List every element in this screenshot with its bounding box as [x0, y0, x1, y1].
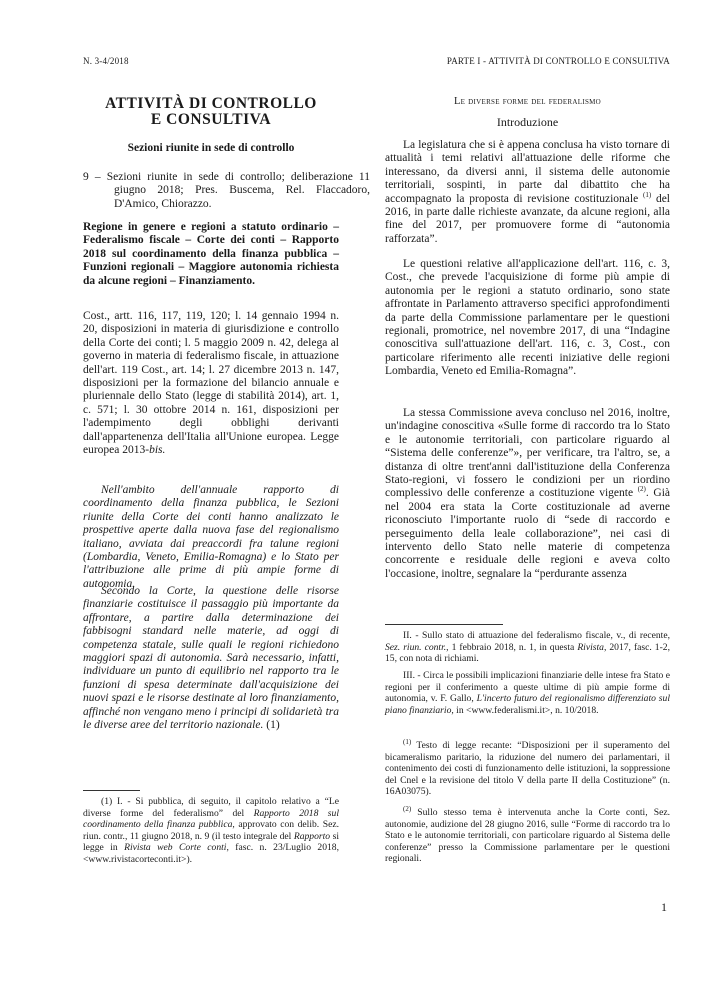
p3-text-b: . Già nel 2004 era stata la Corte costituzionale ad averne riconosciuto l'importante ruolo di “sede di raccordo e perseguimento della leale collaborazione”, nei casi di intervento dello Stato nelle materie di competenza concorrente e residuale delle regioni e aveva colto l'occasione, inoltre, segnalare la “perdurante assenza [385, 487, 671, 580]
page-number: 1 [661, 900, 667, 914]
intro-paragraph-3 [385, 407, 670, 581]
fn-text-c: , approvato con delib. Sez. riun. contr., 11 giugno 2018, n. 9 (il testo integrale del [83, 819, 339, 842]
right-footnote-rule [385, 624, 503, 625]
p1-footnote-ref: (1) [643, 190, 652, 199]
massima-legal-text: Cost., artt. 116, 117, 119, 120; l. 14 gennaio 1994 n. 20, disposizioni in materia di giurisdizione e controllo della Corte dei conti; l. 5 maggio 2009 n. 42, delega al governo in materia di federalismo fiscale, in attuazione dell'art. 119 Cost., art. 14; l. 27 dicembre 2013 n. 147, disposizioni per la formazione del bilancio annuale e pluriennale dello Stato (legge di stabilità 2014), art. 1, c. 571; l. 30 ottobre 2014 n. 161, disposizioni per l'adempimento degli obblighi derivanti dall'appartenenza dell'Italia all'Unione europea. Legge europea 2013- [83, 310, 339, 457]
section-title-line2: E CONSULTIVA [150, 111, 272, 128]
summary-paragraph-2 [83, 585, 339, 732]
massima-legal-bis: bis. [149, 444, 166, 457]
fn1-ref: (1) [403, 737, 412, 746]
footnote-iii [385, 670, 670, 716]
left-footnote-rule [83, 790, 140, 791]
fn2-ref: (2) [403, 804, 412, 813]
massima-legal-references [83, 310, 339, 457]
chapter-title: Le diverse forme del federalismo [453, 96, 602, 107]
fn-text-f: Rivista web Corte conti [124, 842, 227, 853]
running-header-left: N. 3-4/2018 [83, 56, 129, 66]
fn-ii-c: , 1 febbraio 2018, n. 1, in questa [446, 641, 578, 653]
intro-paragraph-1 [385, 139, 670, 246]
p3-text-a: La stessa Commissione aveva concluso nel 2016, inoltre, un'indagine conoscitiva «Sulle forme di raccordo tra lo Stato e le autonomie territoriali, con particolare riguardo al “Sistema delle conferenze”», per verificare, tra l'altro, se, a distanza di oltre trent'anni dall'istituzione della Conferenza Stato-regioni, vi fossero le condizioni per un riordino complessivo delle conferenze a costituzione vigente [385, 407, 670, 500]
fn-ii-e: , 2017, fasc. 1-2, 15, con nota di richiami. [385, 641, 670, 664]
left-footnote-1 [83, 796, 339, 865]
fn2-text: Sullo stesso tema è intervenuta anche la Corte conti, Sez. autonomie, audizione del 28 giugno 2016, sulle “Forme di raccordo tra lo Stato e le autonomie territoriali, con particolare riguardo al Sistema delle conferenze” presso la Commissione parlamentare per le questioni regionali. [385, 807, 670, 864]
fn-text-a: (1) I. - Si pubblica, di seguito, il capitolo relativo a “Le diverse forme del federalismo” del [83, 796, 339, 819]
fn-iii-c: , in <www.federalismi.it>, n. 10/2018. [451, 704, 599, 716]
intro-paragraph-2: Le questioni relative all'applicazione dell'art. 116, c. 3, Cost., che prevede l'acquisizione di forme più ampie di autonomia per le regioni a statuto ordinario, sono state affrontate in Parlamento attraverso specifici approfondimenti da parte della Commissione parlamentare per le questioni regionali, promotrice, nel novembre 2017, di una “Indagine conoscitiva sull'attuazione dell'art. 116, c. 3, Cost., con particolare riferimento alle recenti iniziative delle regioni Lombardia, Veneto ed Emilia-Romagna”. [385, 258, 670, 378]
section-title [83, 96, 339, 128]
p1-text-a: La legislatura che si è appena conclusa ha visto tornare di attualità i temi relativi all'attuazione delle riforme che interessano, da diversi anni, il sistema delle autonomie territoriali, sospinti, in parte dal dibattito che ha accompagnato la proposta di revisione costituzionale [385, 139, 670, 205]
p3-footnote-ref: (2) [637, 485, 646, 494]
footnote-1-right [385, 737, 670, 798]
massima-heading: Regione in genere e regioni a statuto ordinario – Federalismo fiscale – Corte dei conti – Rapporto 2018 sul coordinamento della finanza pubblica – Funzioni regionali – Maggiore autonomia richiesta da alcune regioni – Finanziamento. [83, 221, 339, 287]
summary-footnote-ref: (1) [266, 719, 280, 732]
fn-iii-b: L'incerto futuro del regionalismo differenziato sul piano finanziario [385, 693, 670, 716]
fn-ii-a: II. - Sullo stato di attuazione del federalismo fiscale, v., di recente, [403, 630, 670, 641]
running-header-right: PARTE I - ATTIVITÀ DI CONTROLLO E CONSULTIVA [446, 56, 670, 66]
fn-text-e: si legge in [83, 830, 339, 853]
summary-paragraph-1: Nell'ambito dell'annuale rapporto di coordinamento della finanza pubblica, le Sezioni riunite della Corte dei conti hanno analizzato le prospettive aperte dalla nuova fase del regionalismo italiano, avviata dai preaccordi fra talune regioni (Lombardia, Veneto, Emilia-Romagna) e lo Stato per l'attribuzione alle prime di più ampie forme di autonomia. [83, 484, 339, 590]
fn-iii-a: III. - Circa le possibili implicazioni finanziarie delle intese fra Stato e regioni per il conferimento a queste ultime di più ampie forme di autonomia, v. F. Gallo, [385, 670, 670, 704]
section-subtitle: Sezioni riunite in sede di controllo [127, 142, 295, 154]
fn-text-g: , fasc. n. 23/Luglio 2018, <www.rivistacorteconti.it>). [83, 842, 339, 865]
section-title-line1: ATTIVITÀ DI CONTROLLO [105, 95, 317, 112]
fn1-text: Testo di legge recante: “Disposizioni per il superamento del bicameralismo paritario, la riduzione del numero dei parlamentari, il contenimento dei costi di funzionamento delle istituzioni, la soppressione del Cnel e la revisione del titolo V della parte II della Costituzione” (n. 16A03075). [385, 740, 670, 797]
fn-text-d: Rapporto [293, 830, 331, 842]
fn-text-b: Rapporto 2018 sul coordinamento della finanza pubblica [83, 807, 339, 830]
summary-paragraph-2-text: Secondo la Corte, la questione delle risorse finanziarie costituisce il passaggio più importante da affrontare, a partire dalla determinazione dei fabbisogni standard nelle materie, ad oggi di competenza statale, sulle quali le regioni richiedono maggiori spazi di autonomia. Sarà necessario, infatti, individuare un punto di equilibrio nel rapporto tra le funzioni di spesa determinate dall'acquisizione dei nuovi spazi e le risorse destinate al loro finanziamento, affinché non vengano meno i principi di solidarietà tra le diverse aree del territorio nazionale. [83, 585, 339, 732]
footnote-ii [385, 630, 670, 665]
fn-ii-b: Sez. riun. contr. [385, 641, 447, 653]
p1-text-b: del 2016, in parte dalle richieste avanzate, da alcune regioni, alla fine del 2017, per promuovere forme di “autonomia rafforzata”. [385, 192, 671, 245]
fn-ii-d: Rivista [577, 641, 604, 653]
decision-heading: 9 – Sezioni riunite in sede di controllo; deliberazione 11 giugno 2018; Pres. Buscema, Rel. Flaccadoro, D'Amico, Chiorazzo. [83, 171, 370, 210]
footnote-2-right [385, 804, 670, 865]
chapter-subtitle: Introduzione [496, 115, 559, 129]
